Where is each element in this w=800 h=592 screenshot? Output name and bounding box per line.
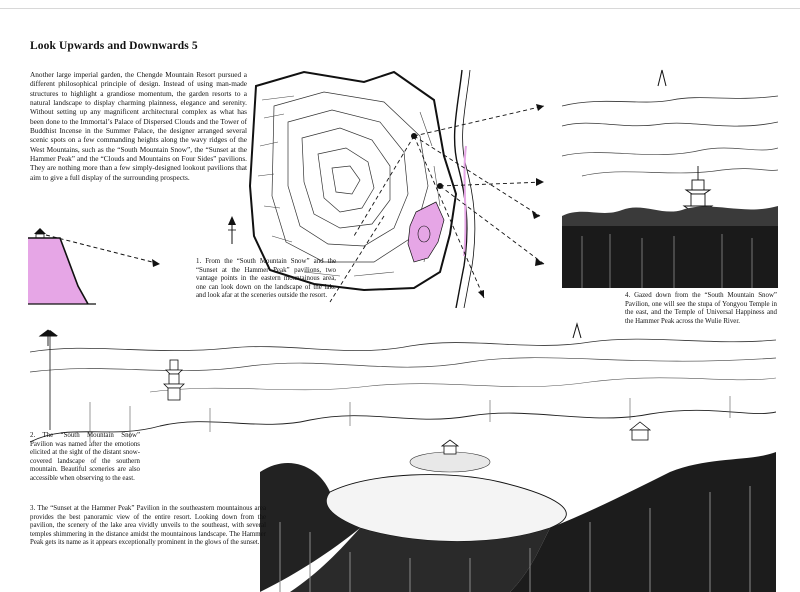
section-diagram	[24, 218, 174, 310]
panorama-sketch	[30, 322, 776, 592]
caption-3: 3. The “Sunset at the Hammer Peak” Pavilion in the southeastern mountainous area provides the best panoramic view of the entire resort. Looking down from the pavilion, the scenery of the lake area vividly unveils to the southeast, with several temples shimmering in the distance amidst the mountainous landscape. The Hammer Peak gets its name as it appears exceptionally prominent in the glows of the sunset.	[30, 505, 266, 547]
top-rule	[0, 8, 800, 9]
caption-1: 1. From the “South Mountain Snow” and the “Sunset at the Hammer Peak” pavilions, two vantage points in the eastern mountainous area, one can look down on the landscape of the lake and look afar at the sceneries outside the resort.	[196, 258, 336, 300]
caption-4: 4. Gazed down from the “South Mountain Snow” Pavilion, one will see the stupa of Yongyou Temple in the east, and the Temple of Universal Happiness and the Hammer Peak across the Wulie River.	[625, 292, 777, 325]
pavilion-marker	[40, 330, 60, 430]
north-arrow-icon	[225, 216, 239, 246]
page-title: Look Upwards and Downwards 5	[30, 40, 198, 52]
intro-paragraph: Another large imperial garden, the Chengde Mountain Resort pursued a different philosophical principle of design. Instead of using man-made structures to highlight a grandiose momentum, the garden resorts to a natural landscape to display charming plainness, elegance and serenity. Without setting up any magnificent architectural complex as what has been done to the Immortal’s Palace of Dispersed Clouds and the Tower of Buddhist Incense in the Summer Palace, the designer arranged several scenic spots on a few commanding heights along the wavy ridges of the West Mountains, such as the “South Mountain Snow”, the “Sunset at the Hammer Peak” and the “Clouds and Mountains on Four Sides” pavilions. They are nothing more than a few simply-designed lookout pavilions that aim to give a full display of the surrounding prospects.	[30, 70, 247, 182]
stupa-view-sketch	[562, 66, 778, 288]
caption-2: 2. The “South Mountain Snow” Pavilion was named after the emotions elicited at the sight of the distant snow-covered landscape of the southern mountain. Beautiful sceneries are also accessible when observing to the east.	[30, 432, 140, 482]
